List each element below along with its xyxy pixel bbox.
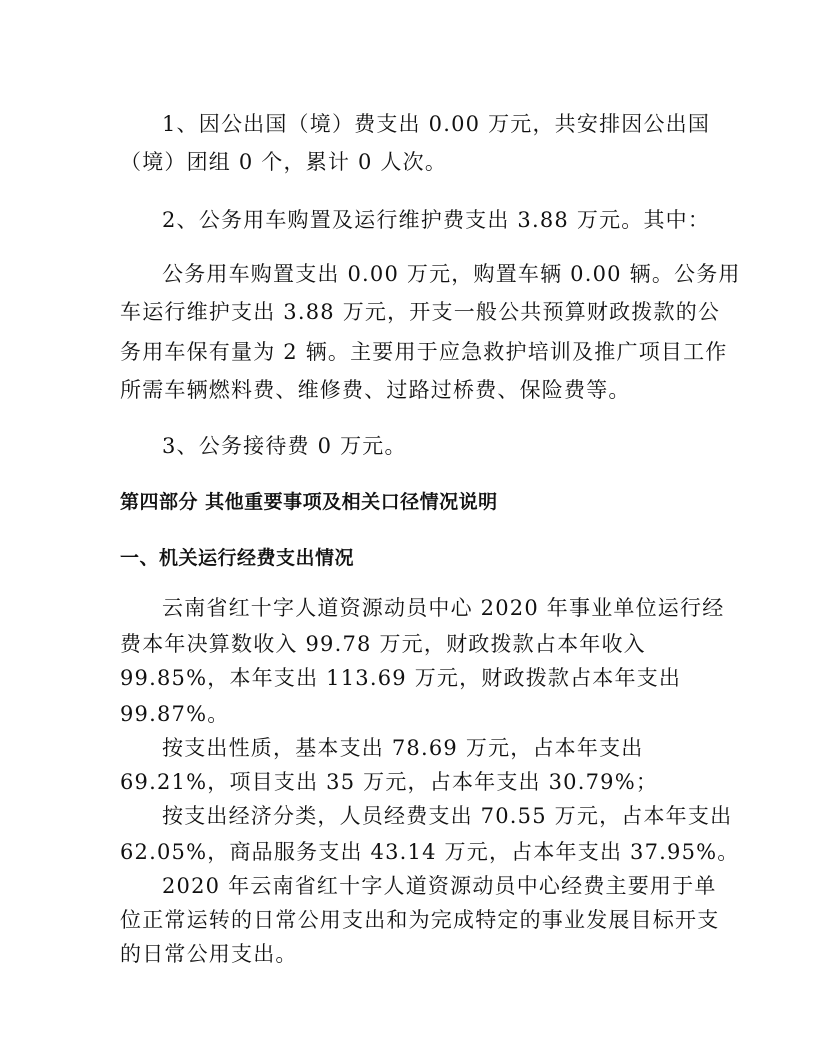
paragraph-line: （境）团组 0 个，累计 0 人次。 (120, 150, 448, 174)
paragraph-line: 的日常公用支出。 (120, 942, 298, 966)
paragraph-line: 99.87%。 (120, 702, 230, 726)
paragraph-line: 69.21%，项目支出 35 万元，占本年支出 30.79%； (120, 770, 659, 794)
paragraph-line: 2、公务用车购置及运行维护费支出 3.88 万元。其中： (162, 208, 711, 232)
paragraph-line: 按支出经济分类，人员经费支出 70.55 万元，占本年支出 (162, 804, 733, 828)
section-heading: 第四部分 其他重要事项及相关口径情况说明 (120, 491, 498, 513)
paragraph-line: 务用车保有量为 2 辆。主要用于应急救护培训及推广项目工作 (120, 340, 728, 364)
paragraph-line: 按支出性质，基本支出 78.69 万元，占本年支出 (162, 736, 644, 760)
paragraph-line: 62.05%，商品服务支出 43.14 万元，占本年支出 37.95%。 (120, 840, 740, 864)
paragraph-line: 99.85%，本年支出 113.69 万元，财政拨款占本年支出 (120, 666, 682, 690)
paragraph-line: 公务用车购置支出 0.00 万元，购置车辆 0.00 辆。公务用 (162, 262, 741, 286)
paragraph-line: 所需车辆燃料费、维修费、过路过桥费、保险费等。 (120, 378, 631, 402)
paragraph-line: 1、因公出国（境）费支出 0.00 万元，共安排因公出国 (162, 112, 711, 136)
paragraph-line: 3、公务接待费 0 万元。 (162, 434, 407, 458)
paragraph-line: 2020 年云南省红十字人道资源动员中心经费主要用于单 (162, 874, 717, 898)
paragraph-line: 车运行维护支出 3.88 万元，开支一般公共预算财政拨款的公 (120, 300, 721, 324)
subsection-heading: 一、机关运行经费支出情况 (120, 547, 355, 569)
paragraph-line: 位正常运转的日常公用支出和为完成特定的事业发展目标开支 (120, 908, 720, 932)
paragraph-line: 云南省红十字人道资源动员中心 2020 年事业单位运行经 (162, 596, 725, 620)
paragraph-line: 费本年决算数收入 99.78 万元，财政拨款占本年收入 (120, 632, 646, 656)
